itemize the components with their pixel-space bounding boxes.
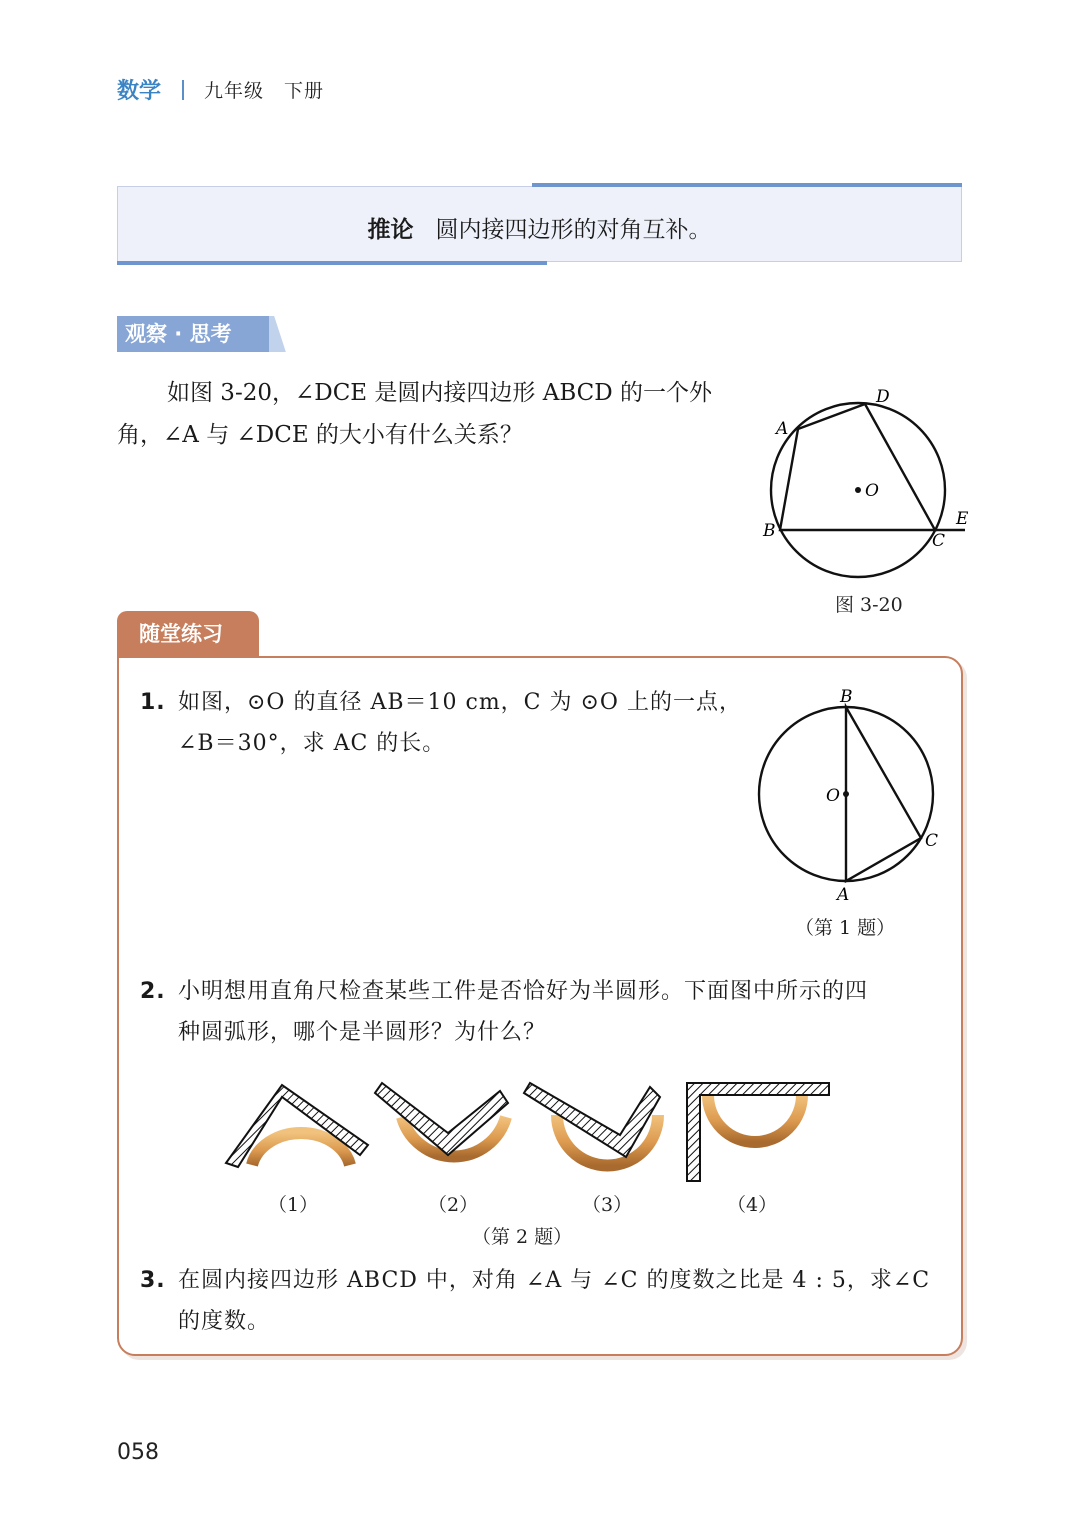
observe-think-tab: 观察 · 思考 [117, 316, 269, 352]
corollary-bottom-bar [117, 261, 547, 265]
arc-figure-2 [375, 1083, 508, 1156]
q2-line-1: 小明想用直角尺检查某些工件是否恰好为半圆形。下面图中所示的四 [178, 979, 869, 1004]
observe-line-2: 角，∠A 与 ∠DCE 的大小有什么关系？ [117, 422, 523, 448]
q1-label-c: C [925, 831, 939, 851]
corollary-text [118, 211, 961, 244]
label-d: D [876, 387, 890, 407]
figure-q2-arcs [210, 1075, 850, 1190]
figure-q1 [740, 682, 960, 912]
corollary-top-bar [532, 183, 962, 187]
arc-label-3: （3） [582, 1194, 633, 1216]
label-c: C [932, 531, 946, 551]
practice-tab: 随堂练习 [117, 611, 259, 657]
q1-label-o: O [826, 786, 840, 806]
q1-caption: （第 1 题） [795, 917, 896, 939]
q2-number: 2. [140, 979, 166, 1004]
observe-line-1: 如图 3-20，∠DCE 是圆内接四边形 ABCD 的一个外 [167, 380, 712, 406]
label-b: B [763, 521, 776, 541]
corollary-box [117, 186, 962, 262]
label-o: O [865, 481, 879, 501]
q1-line-2: ∠B＝30°，求 AC 的长。 [178, 731, 446, 756]
q3-number: 3. [140, 1268, 166, 1293]
arc-label-2: （2） [428, 1194, 479, 1216]
arc-label-4: （4） [727, 1194, 778, 1216]
q3-line-1: 在圆内接四边形 ABCD 中，对角 ∠A 与 ∠C 的度数之比是 4 : 5，求∠C [178, 1268, 931, 1293]
arc-figure-4 [687, 1083, 829, 1181]
q2-line-2: 种圆弧形，哪个是半圆形？为什么？ [178, 1020, 547, 1045]
q2-caption: （第 2 题） [472, 1226, 573, 1248]
center-o-dot [855, 487, 861, 493]
q3-line-2: 的度数。 [178, 1309, 271, 1334]
figure-3-20-caption: 图 3-20 [835, 594, 903, 616]
q1-label-b: B [840, 687, 853, 707]
label-a: A [776, 419, 789, 439]
corollary-statement: 圆内接四边形的对角互补。 [435, 217, 712, 243]
label-e: E [956, 509, 969, 529]
q1-label-a: A [837, 885, 850, 905]
corollary-lead: 推论 [367, 217, 414, 243]
subject-title: 数学 [117, 79, 162, 104]
arc-figure-3 [524, 1083, 660, 1166]
header-divider [182, 80, 184, 100]
arc-label-1: （1） [268, 1194, 319, 1216]
page-number: 058 [117, 1440, 159, 1465]
arc-figure-1 [226, 1085, 368, 1167]
q1-line-1: 如图，⊙O 的直径 AB＝10 cm，C 为 ⊙O 上的一点， [178, 690, 742, 715]
q1-number: 1. [140, 690, 166, 715]
figure-3-20 [740, 380, 980, 620]
grade-label: 九年级 下册 [204, 80, 325, 102]
center-o-dot-q1 [843, 791, 849, 797]
